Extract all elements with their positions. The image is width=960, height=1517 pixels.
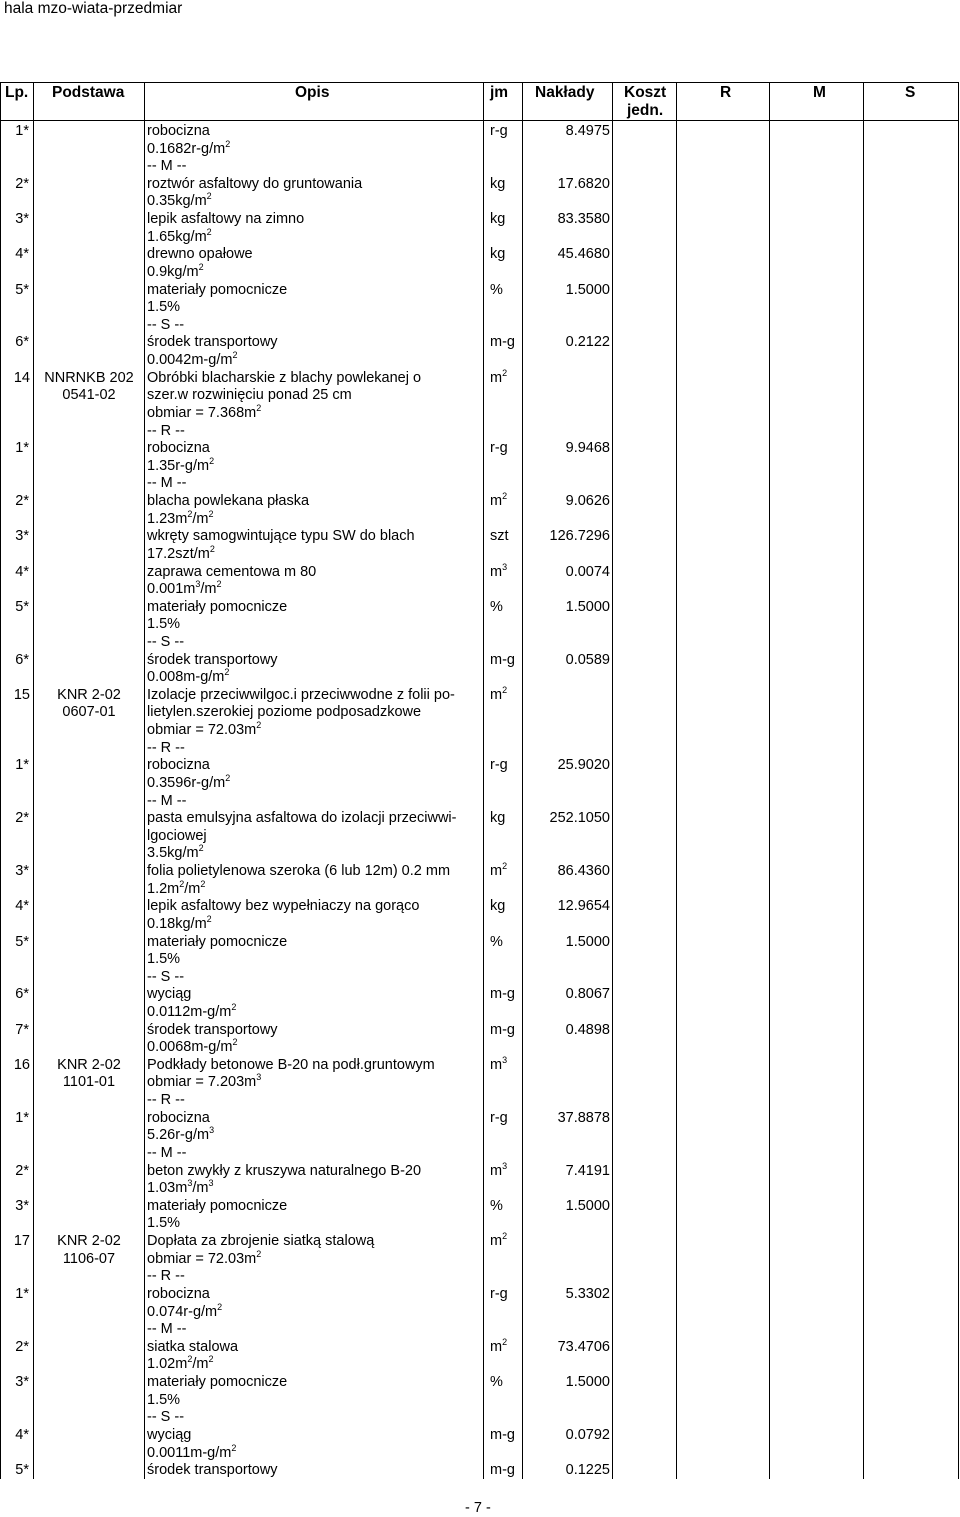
description-text: środek transportowy [147,652,278,668]
quantity-value: 1.5000 [565,282,610,298]
unit-text: m-g [490,986,515,1002]
basis-code: 0541-02 [62,387,116,403]
quantity-value: 0.0074 [565,564,610,580]
item-number: 6* [15,652,29,668]
description-text: materiały pomocnicze [147,282,288,298]
item-number: 4* [15,1427,29,1443]
item-number: 5* [15,599,29,615]
item-number: 3* [15,1374,29,1390]
unit-text: m-g [490,1022,515,1038]
quantity-value: 0.0792 [565,1427,610,1443]
description-text: -- M -- [147,1321,187,1337]
col-border-podstawa [144,82,145,1479]
quantity-value: 0.4898 [565,1022,610,1038]
item-number: 3* [15,528,29,544]
description-text: folia polietylenowa szeroka (6 lub 12m) 0.2 mm [147,863,451,879]
unit-text: kg [490,810,506,826]
header-koszt-jedn: jedn. [627,102,664,119]
description-text: -- S -- [147,969,185,985]
description-text: środek transportowy [147,1462,278,1478]
description-text: -- M -- [147,1145,187,1161]
unit-text: r-g [490,757,508,773]
quantity-value: 45.4680 [557,246,610,262]
quantity-value: 7.4191 [565,1163,610,1179]
quantity-value: 73.4706 [557,1339,610,1355]
quantity-value: 126.7296 [549,528,610,544]
item-number: 6* [15,334,29,350]
unit-text: kg [490,898,506,914]
unit-text: $m^2$ [490,368,508,386]
unit-text: m-g [490,1462,515,1478]
quantity-value: 86.4360 [557,863,610,879]
item-number: 5* [15,282,29,298]
item-number: 1* [15,1286,29,1302]
unit-text: $m^2$ [490,491,508,509]
unit-text: % [490,934,503,950]
description-text: -- M -- [147,793,187,809]
description-text: pasta emulsyjna asfaltowa do izolacji przeciwwi- [147,810,457,826]
description-text: -- R -- [147,1268,185,1284]
description-text: $0.18kg/m^2$ [147,914,212,932]
header-s: S [905,84,916,101]
description-text: 1.5% [147,616,181,632]
position-number: 15 [13,687,30,703]
unit-text: m-g [490,334,515,350]
item-number: 2* [15,810,29,826]
basis-code: KNR 2-02 [57,1057,121,1073]
header-podstawa: Podstawa [52,84,125,101]
basis-code: 1101-01 [62,1074,116,1090]
description-text: -- S -- [147,317,185,333]
basis-code: KNR 2-02 [57,1233,121,1249]
description-text: $5.26r-g/m^3$ [147,1125,215,1143]
description-text: -- M -- [147,158,187,174]
description-text: zaprawa cementowa m 80 [147,564,317,580]
description-text: wyciąg [147,986,192,1002]
description-text: Dopłata za zbrojenie siatką stalową [147,1233,375,1249]
description-text: $1.03m^3/m^3$ [147,1178,214,1196]
item-number: 2* [15,1163,29,1179]
position-number: 17 [13,1233,30,1249]
document-title: hala mzo-wiata-przedmiar [4,0,183,17]
unit-text: % [490,1198,503,1214]
unit-text: $m^2$ [490,685,508,703]
description-text: środek transportowy [147,1022,278,1038]
description-text: środek transportowy [147,334,278,350]
item-number: 1* [15,1110,29,1126]
description-text: Izolacje przeciwwilgoc.i przeciwwodne z folii po- [147,687,455,703]
unit-text: $m^2$ [490,861,508,879]
header-m: M [813,84,826,101]
description-text: $1.02m^2/m^2$ [147,1354,214,1372]
description-text: Podkłady betonowe B-20 na podł.gruntowym [147,1057,435,1073]
unit-text: $m^2$ [490,1337,508,1355]
description-text: obmiar = $7.368m^2$ [147,403,262,421]
header-r: R [720,84,732,101]
item-number: 2* [15,1339,29,1355]
item-number: 2* [15,176,29,192]
description-text: obmiar = $7.203m^3$ [147,1072,262,1090]
item-number: 3* [15,1198,29,1214]
page-number: - 7 - [465,1500,491,1516]
item-number: 4* [15,898,29,914]
description-text: wyciąg [147,1427,192,1443]
position-number: 14 [13,370,30,386]
quantity-value: 25.9020 [557,757,610,773]
quantity-value: 252.1050 [549,810,610,826]
description-text: robocizna [147,1286,210,1302]
description-text: Obróbki blacharskie z blachy powlekanej o [147,370,422,386]
quantity-value: 0.8067 [565,986,610,1002]
basis-code: KNR 2-02 [57,687,121,703]
col-border-r [769,82,770,1479]
item-number: 5* [15,934,29,950]
description-text: $0.35kg/m^2$ [147,191,212,209]
quantity-value: 8.4975 [565,123,610,139]
quantity-value: 0.1225 [565,1462,610,1478]
item-number: 3* [15,863,29,879]
description-text: $1.2m^2/m^2$ [147,879,206,897]
description-text: lgociowej [147,828,207,844]
description-text: $1.65kg/m^2$ [147,227,212,245]
item-number: 5* [15,1462,29,1478]
header-lp: Lp. [5,84,29,101]
unit-text: r-g [490,123,508,139]
description-text: materiały pomocnicze [147,934,288,950]
item-number: 1* [15,440,29,456]
unit-text: % [490,282,503,298]
col-border-naklady [612,82,613,1479]
item-number: 1* [15,123,29,139]
quantity-value: 1.5000 [565,599,610,615]
unit-text: % [490,599,503,615]
description-text: drewno opałowe [147,246,253,262]
col-border-jm [522,82,523,1479]
description-text: materiały pomocnicze [147,1198,288,1214]
unit-text: r-g [490,440,508,456]
description-text: -- S -- [147,634,185,650]
item-number: 3* [15,211,29,227]
description-text: lepik asfaltowy bez wypełniaczy na gorąco [147,898,420,914]
description-text: $0.0068m-g/m^2$ [147,1037,238,1055]
description-text: 1.5% [147,951,181,967]
description-text: robocizna [147,123,210,139]
basis-code: 1106-07 [62,1251,116,1267]
description-text: $0.0011m-g/m^2$ [147,1443,237,1461]
item-number: 6* [15,986,29,1002]
header-naklady: Nakłady [535,84,595,101]
description-text: lepik asfaltowy na zimno [147,211,305,227]
unit-text: kg [490,211,506,227]
quantity-value: 1.5000 [565,1198,610,1214]
unit-text: kg [490,246,506,262]
unit-text: r-g [490,1286,508,1302]
description-text: $17.2szt/m^2$ [147,544,215,562]
unit-text: r-g [490,1110,508,1126]
quantity-value: 12.9654 [557,898,610,914]
quantity-value: 1.5000 [565,1374,610,1390]
quantity-value: 5.3302 [565,1286,610,1302]
description-text: $3.5kg/m^2$ [147,843,204,861]
quantity-value: 9.9468 [565,440,610,456]
header-koszt: Koszt [624,84,667,101]
unit-text: szt [490,528,509,544]
quantity-value: 0.0589 [565,652,610,668]
unit-text: m-g [490,1427,515,1443]
col-border-lp [33,82,34,1479]
item-number: 1* [15,757,29,773]
quantity-value: 83.3580 [557,211,610,227]
description-text: $1.23m^2/m^2$ [147,509,214,527]
description-text: obmiar = $72.03m^2$ [147,1249,262,1267]
header-opis: Opis [295,84,330,101]
description-text: $1.35r-g/m^2$ [147,456,215,474]
col-border-koszt [676,82,677,1479]
description-text: $0.0042m-g/m^2$ [147,350,238,368]
unit-text: m-g [490,652,515,668]
description-text: szer.w rozwinięciu ponad 25 cm [147,387,352,403]
item-number: 2* [15,493,29,509]
col-border-m [863,82,864,1479]
basis-code: NNRNKB 202 [44,370,134,386]
description-text: $0.3596r-g/m^2$ [147,773,231,791]
description-text: 1.5% [147,299,181,315]
unit-text: $m^2$ [490,1231,508,1249]
description-text: blacha powlekana płaska [147,493,310,509]
description-text: -- R -- [147,1092,185,1108]
position-number: 16 [13,1057,30,1073]
description-text: -- R -- [147,740,185,756]
description-text: -- R -- [147,423,185,439]
description-text: robocizna [147,440,210,456]
basis-code: 0607-01 [62,704,116,720]
quantity-value: 17.6820 [557,176,610,192]
description-text: siatka stalowa [147,1339,239,1355]
quantity-value: 37.8878 [557,1110,610,1126]
unit-text: $m^3$ [490,1055,508,1073]
item-number: 7* [15,1022,29,1038]
item-number: 4* [15,564,29,580]
item-number: 4* [15,246,29,262]
quantity-value: 1.5000 [565,934,610,950]
description-text: robocizna [147,757,210,773]
col-border-right [958,82,959,1479]
description-text: $0.0112m-g/m^2$ [147,1002,237,1020]
description-text: -- S -- [147,1409,185,1425]
quantity-value: 9.0626 [565,493,610,509]
unit-text: $m^3$ [490,1161,508,1179]
description-text: lietylen.szerokiej poziome podposadzkowe [147,704,422,720]
description-text: 1.5% [147,1215,181,1231]
col-border-opis [483,82,484,1479]
unit-text: $m^3$ [490,562,508,580]
description-text: $0.1682r-g/m^2$ [147,139,231,157]
unit-text: % [490,1374,503,1390]
description-text: roztwór asfaltowy do gruntowania [147,176,363,192]
header-jm: jm [490,84,509,101]
description-text: $0.074r-g/m^2$ [147,1302,223,1320]
description-text: $0.001m^3/m^2$ [147,579,222,597]
description-text: -- M -- [147,475,187,491]
description-text: $0.008m-g/m^2$ [147,667,230,685]
description-text: wkręty samogwintujące typu SW do blach [147,528,415,544]
description-text: obmiar = $72.03m^2$ [147,720,262,738]
description-text: robocizna [147,1110,210,1126]
quantity-value: 0.2122 [565,334,610,350]
description-text: beton zwykły z kruszywa naturalnego B-20 [147,1163,422,1179]
description-text: materiały pomocnicze [147,599,288,615]
description-text: 1.5% [147,1392,181,1408]
unit-text: kg [490,176,506,192]
description-text: $0.9kg/m^2$ [147,262,204,280]
description-text: materiały pomocnicze [147,1374,288,1390]
